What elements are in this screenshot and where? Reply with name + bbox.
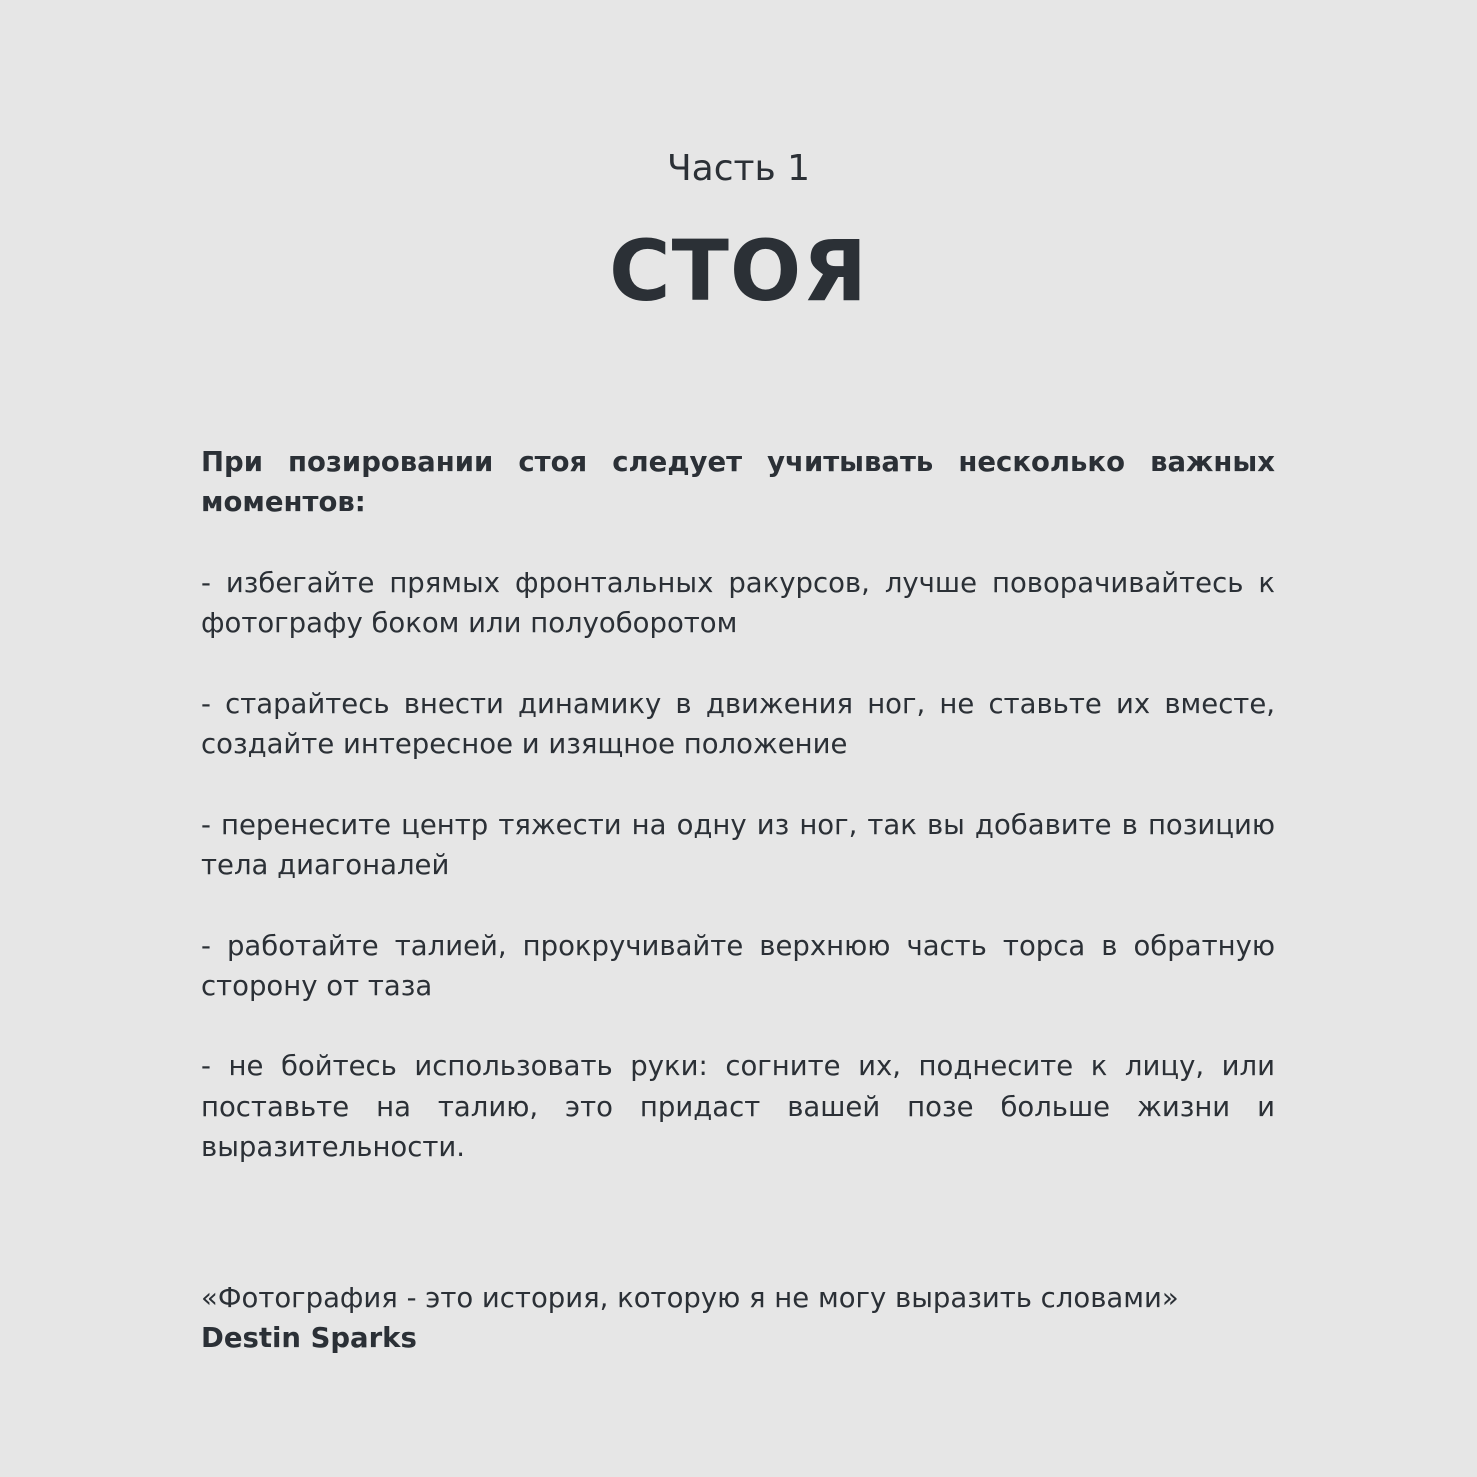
quote-block xyxy=(201,1278,1275,1359)
tip-item: - работайте талией, прокручивайте верхнюю часть торса в обратную сторону от таза xyxy=(201,929,1275,1002)
quote-author: Destin Sparks xyxy=(201,1322,417,1355)
tip-item: - старайтесь внести динамику в движения ног, не ставьте их вместе, создайте интересное и изящное положение xyxy=(201,687,1275,761)
tip-item: - перенесите центр тяжести на одну из ног, так вы добавите в позицию тела диагоналей xyxy=(201,808,1275,881)
tip-item: - не бойтесь использовать руки: согните их, поднесите к лицу, или поставьте на талию, это придаст вашей позе больше жизни и выразительности. xyxy=(201,1050,1275,1164)
intro-text: При позировании стоя следует учитывать несколько важных моментов: xyxy=(201,446,1275,519)
tip-item: - избегайте прямых фронтальных ракурсов, лучше поворачивайтесь к фотографу боком или полуоборотом xyxy=(201,566,1275,640)
page-title: СТОЯ xyxy=(608,222,869,320)
quote-text: «Фотография - это история, которую я не могу выразить словами» xyxy=(201,1282,1179,1314)
part-label: Часть 1 xyxy=(666,148,811,189)
tips-section xyxy=(201,442,1275,1208)
